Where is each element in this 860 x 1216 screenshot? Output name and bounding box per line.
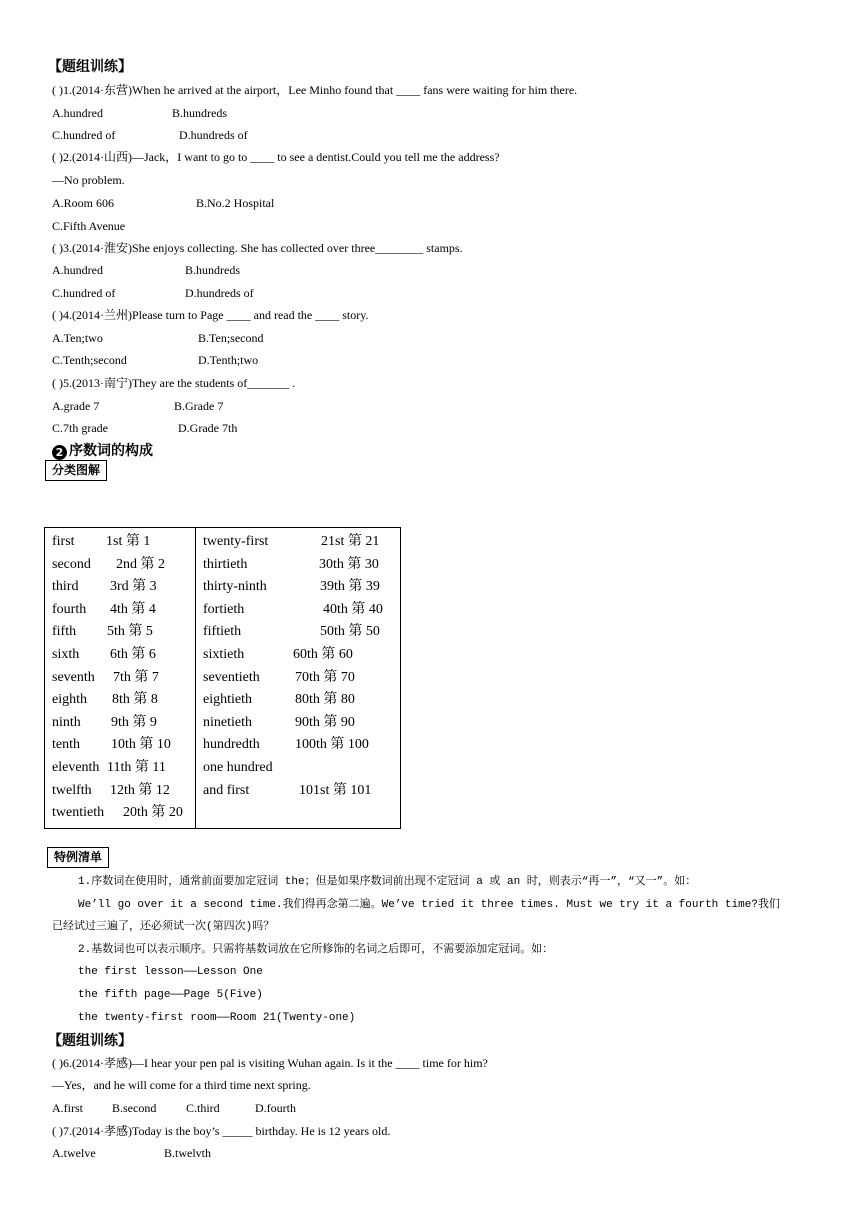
question-1-option-d: D.hundreds of — [179, 128, 248, 142]
question-2-stem: ( )2.(2014·山西)—Jack，I want to go to ____ to see a dentist.Could you tell me the address? — [52, 150, 500, 164]
table-row: twelfth 12th 第 12 — [52, 782, 170, 798]
table-row: fiftieth 50th 第 50 — [203, 624, 380, 640]
section-2-title: 序数词的构成 — [69, 443, 153, 459]
circled-number-2: 2 — [52, 445, 67, 460]
table-row: ninth 9th 第 9 — [52, 714, 157, 730]
question-3-stem: ( )3.(2014·淮安)She enjoys collecting. She has collected over three________ stamps. — [52, 241, 463, 255]
question-2-reply: —No problem. — [52, 173, 125, 187]
question-5-option-a: A.grade 7 — [52, 399, 100, 413]
question-6-reply: —Yes，and he will come for a third time next spring. — [52, 1078, 311, 1092]
question-1-stem: ( )1.(2014·东营)When he arrived at the airport，Lee Minho found that ____ fans were waiting for him there. — [52, 83, 578, 97]
question-7-option-a: A.twelve — [52, 1146, 96, 1160]
table-row: eleventh 11th 第 11 — [52, 759, 166, 775]
table-right-column — [196, 528, 401, 829]
table-row: fortieth 40th 第 40 — [203, 601, 383, 617]
table-row: and first 101st 第 101 — [203, 782, 372, 798]
question-4-option-d: D.Tenth;two — [198, 353, 259, 367]
category-diagram-label: 分类图解 — [45, 460, 107, 481]
table-row: thirtieth 30th 第 30 — [203, 556, 379, 572]
special-cases-label: 特例清单 — [47, 847, 109, 868]
question-2-option-b: B.No.2 Hospital — [196, 196, 275, 210]
table-row: first 1st 第 1 — [52, 534, 151, 549]
table-row: twenty-first 21st 第 21 — [203, 534, 380, 549]
question-2-option-c: C.Fifth Avenue — [52, 219, 126, 233]
question-2-option-a: A.Room 606 — [52, 196, 115, 210]
section-heading-3: 【题组训练】 — [48, 1033, 132, 1049]
table-row: seventieth 70th 第 70 — [203, 669, 355, 685]
special-line-3: 已经试过三遍了，还必须试一次(第四次)吗？ — [52, 921, 275, 933]
question-5-option-b: B.Grade 7 — [174, 399, 224, 413]
question-6-option-b: B.second — [112, 1101, 157, 1115]
question-5-option-c: C.7th grade — [52, 421, 108, 435]
question-6-option-d: D.fourth — [255, 1101, 296, 1115]
special-line-4: 2.基数词也可以表示顺序。只需将基数词放在它所修饰的名词之后即可，不需要添加定冠词。如： — [78, 944, 554, 956]
question-3-option-d: D.hundreds of — [185, 286, 254, 300]
special-line-1: 1.序数词在使用时，通常前面要加定冠词 the；但是如果序数词前出现不定冠词 a 或 an 时，则表示“再一”，“又一”。如： — [78, 876, 697, 888]
question-1-option-a: A.hundred — [52, 106, 103, 120]
ordinal-numbers-table — [44, 527, 401, 829]
question-5-stem: ( )5.(2013·南宁)They are the students of_______ . — [52, 376, 296, 390]
section-heading-1: 【题组训练】 — [48, 59, 132, 75]
special-line-7: the twenty-first room——Room 21(Twenty-one) — [78, 1012, 356, 1024]
section-2-heading — [52, 440, 153, 460]
question-6-option-a: A.first — [52, 1101, 83, 1115]
table-row: thirty-ninth 39th 第 39 — [203, 579, 380, 595]
table-row: sixtieth 60th 第 60 — [203, 646, 353, 662]
table-row: fourth 4th 第 4 — [52, 601, 156, 617]
table-row: hundredth 100th 第 100 — [203, 737, 369, 753]
special-line-2: We’ll go over it a second time.我们得再念第二遍。We’ve tried it three times. Must we try it a fourth time?我们 — [78, 899, 780, 911]
table-left-column — [45, 528, 196, 829]
question-3-option-a: A.hundred — [52, 263, 103, 277]
table-row: twentieth 20th 第 20 — [52, 805, 183, 821]
table-row: sixth 6th 第 6 — [52, 646, 156, 662]
question-7-option-b: B.twelvth — [164, 1146, 211, 1160]
question-1-option-c: C.hundred of — [52, 128, 116, 142]
question-4-option-c: C.Tenth;second — [52, 353, 127, 367]
table-row: eightieth 80th 第 80 — [203, 692, 355, 708]
table-row: ninetieth 90th 第 90 — [203, 714, 355, 730]
table-row: one hundred — [203, 759, 273, 775]
question-1-option-b: B.hundreds — [172, 106, 227, 120]
table-row: fifth 5th 第 5 — [52, 624, 153, 640]
special-line-5: the first lesson——Lesson One — [78, 966, 263, 978]
table-row: third 3rd 第 3 — [52, 579, 157, 595]
question-4-stem: ( )4.(2014·兰州)Please turn to Page ____ and read the ____ story. — [52, 308, 369, 322]
table-row: tenth 10th 第 10 — [52, 737, 171, 753]
table-row: seventh 7th 第 7 — [52, 669, 159, 685]
question-3-option-b: B.hundreds — [185, 263, 240, 277]
question-3-option-c: C.hundred of — [52, 286, 116, 300]
table-row: second 2nd 第 2 — [52, 556, 165, 572]
question-4-option-a: A.Ten;two — [52, 331, 103, 345]
question-6-option-c: C.third — [186, 1101, 220, 1115]
question-5-option-d: D.Grade 7th — [178, 421, 238, 435]
question-4-option-b: B.Ten;second — [198, 331, 264, 345]
question-7-stem: ( )7.(2014·孝感)Today is the boy’s _____ birthday. He is 12 years old. — [52, 1124, 391, 1138]
special-line-6: the fifth page——Page 5(Five) — [78, 989, 263, 1001]
table-row: eighth 8th 第 8 — [52, 692, 158, 708]
question-6-stem: ( )6.(2014·孝感)—I hear your pen pal is visiting Wuhan again. Is it the ____ time for him? — [52, 1056, 488, 1070]
